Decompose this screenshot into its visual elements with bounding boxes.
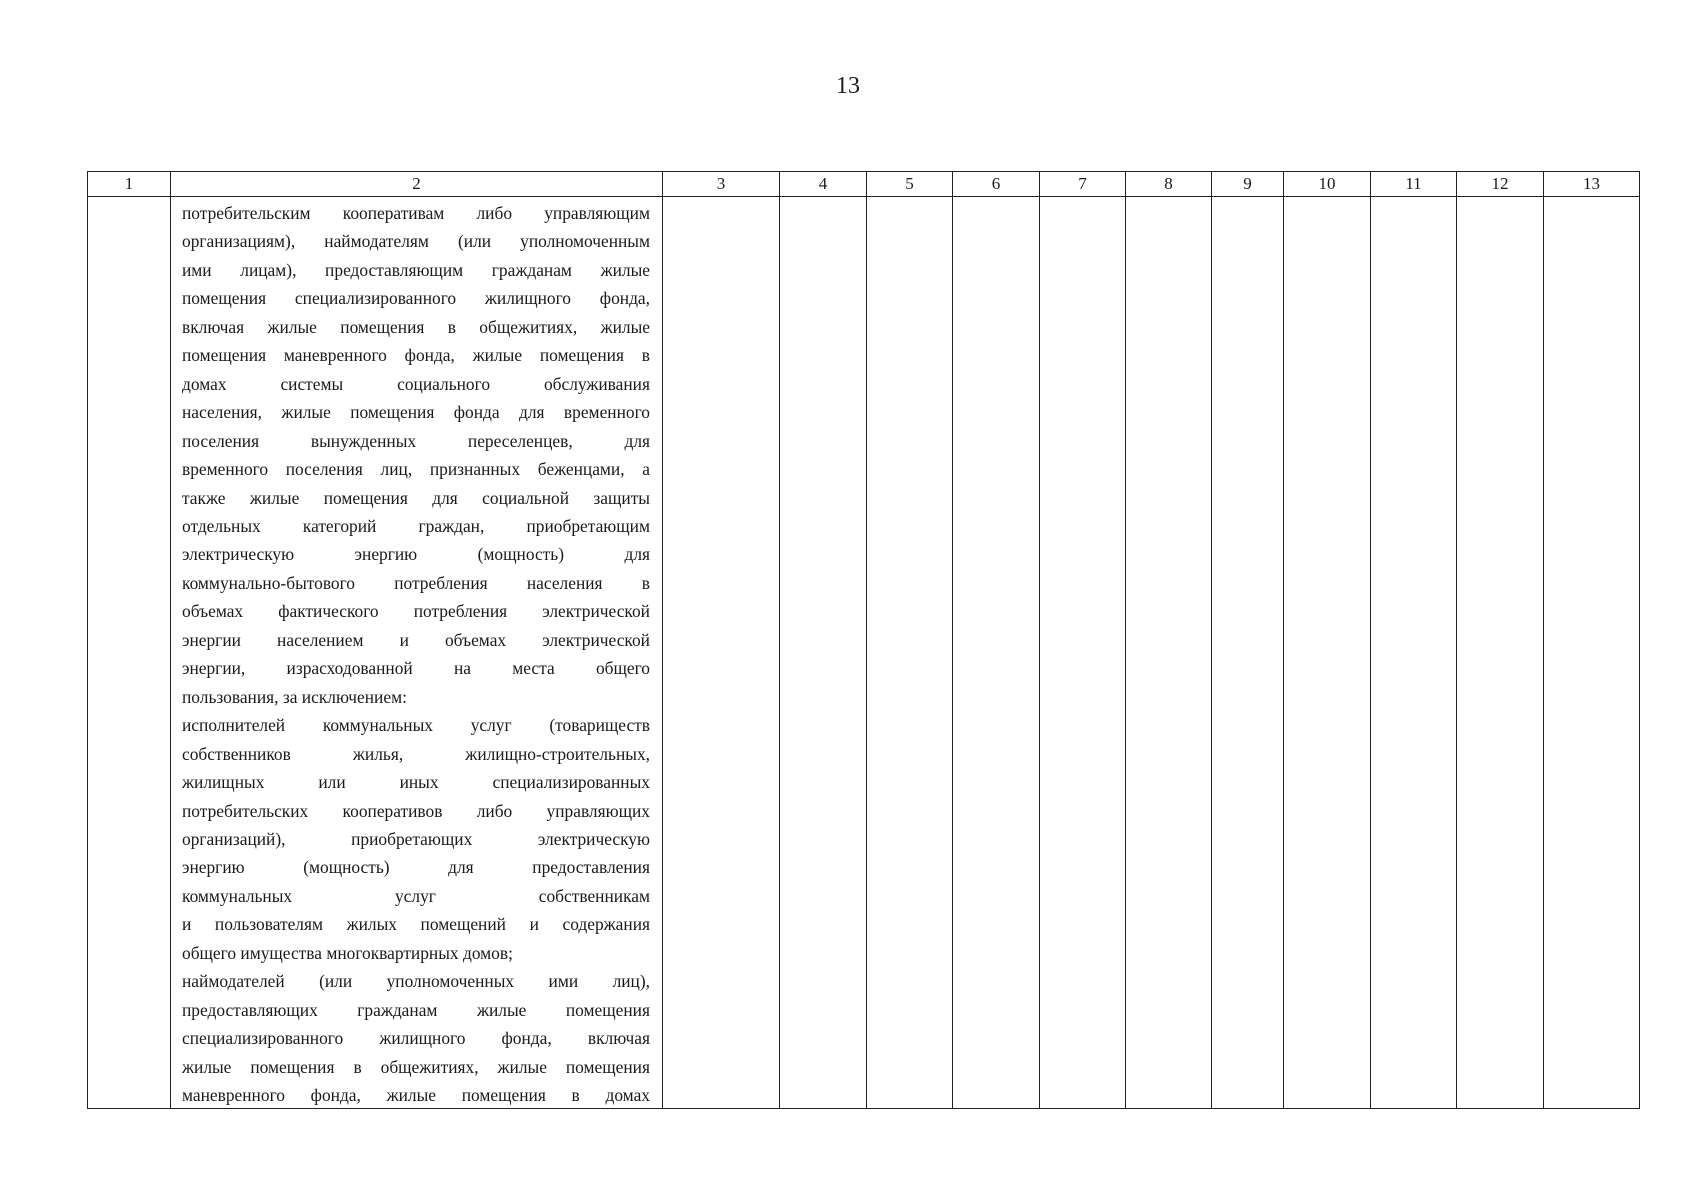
column-header-1: 1: [88, 172, 171, 197]
cell-col-1: [88, 197, 171, 1109]
text-line: общего имущества многоквартирных домов;: [182, 942, 513, 963]
column-header-10: 10: [1284, 172, 1371, 197]
text-line: энергию (мощность) для предоставления: [182, 857, 650, 878]
text-line: организаций), приобретающих электрическую: [182, 828, 650, 849]
text-line: поселения вынужденных переселенцев, для: [182, 430, 650, 451]
column-header-6: 6: [953, 172, 1040, 197]
text-line: коммунальных услуг собственникам: [182, 885, 650, 906]
text-line: энергии населением и объемах электрической: [182, 629, 650, 650]
text-line: исполнителей коммунальных услуг (товариществ: [182, 715, 650, 736]
cell-col-9: [1212, 197, 1284, 1109]
cell-col-5: [867, 197, 953, 1109]
col2-text: [171, 197, 662, 1106]
text-line: наймодателей (или уполномоченных ими лиц),: [182, 971, 650, 992]
text-line: жилые помещения в общежитиях, жилые помещения: [182, 1056, 650, 1077]
cell-col-4: [780, 197, 867, 1109]
text-line: объемах фактического потребления электрической: [182, 601, 650, 622]
text-line: организациям), наймодателям (или уполномоченным: [182, 231, 650, 252]
cell-col-2: [171, 197, 663, 1109]
cell-col-8: [1126, 197, 1212, 1109]
text-line: специализированного жилищного фонда, включая: [182, 1028, 650, 1049]
text-line: электрическую энергию (мощность) для: [182, 544, 650, 565]
column-header-11: 11: [1371, 172, 1457, 197]
text-line: домах системы социального обслуживания: [182, 373, 650, 394]
text-line: помещения маневренного фонда, жилые помещения в: [182, 345, 650, 366]
text-line: населения, жилые помещения фонда для временного: [182, 402, 650, 423]
text-line: и пользователям жилых помещений и содержания: [182, 914, 650, 935]
text-line: временного поселения лиц, признанных беженцами, а: [182, 459, 650, 480]
text-line: пользования, за исключением:: [182, 686, 407, 707]
text-line: отдельных категорий граждан, приобретающим: [182, 515, 650, 536]
cell-col-12: [1457, 197, 1544, 1109]
column-header-4: 4: [780, 172, 867, 197]
cell-col-7: [1040, 197, 1126, 1109]
text-line: также жилые помещения для социальной защиты: [182, 487, 650, 508]
column-header-13: 13: [1544, 172, 1640, 197]
column-header-12: 12: [1457, 172, 1544, 197]
column-header-2: 2: [171, 172, 663, 197]
column-header-3: 3: [663, 172, 780, 197]
cell-col-10: [1284, 197, 1371, 1109]
text-line: ими лицам), предоставляющим гражданам жилые: [182, 259, 650, 280]
text-line: собственников жилья, жилищно-строительных,: [182, 743, 650, 764]
data-table: [87, 171, 1640, 1109]
page-number: 13: [836, 73, 860, 99]
text-line: коммунально-бытового потребления населения в: [182, 572, 650, 593]
text-line: включая жилые помещения в общежитиях, жилые: [182, 316, 650, 337]
column-header-7: 7: [1040, 172, 1126, 197]
text-line: помещения специализированного жилищного фонда,: [182, 288, 650, 309]
cell-col-11: [1371, 197, 1457, 1109]
cell-col-13: [1544, 197, 1640, 1109]
cell-col-3: [663, 197, 780, 1109]
text-line: жилищных или иных специализированных: [182, 772, 650, 793]
column-header-8: 8: [1126, 172, 1212, 197]
text-line: потребительским кооперативам либо управляющим: [182, 203, 650, 223]
table-row: [88, 197, 1640, 1109]
column-header-5: 5: [867, 172, 953, 197]
text-line: энергии, израсходованной на места общего: [182, 658, 650, 679]
text-line: потребительских кооперативов либо управляющих: [182, 800, 650, 821]
text-line: маневренного фонда, жилые помещения в домах: [182, 1085, 650, 1106]
column-number-row: [88, 172, 1640, 197]
cell-col-6: [953, 197, 1040, 1109]
column-header-9: 9: [1212, 172, 1284, 197]
text-line: предоставляющих гражданам жилые помещения: [182, 999, 650, 1020]
